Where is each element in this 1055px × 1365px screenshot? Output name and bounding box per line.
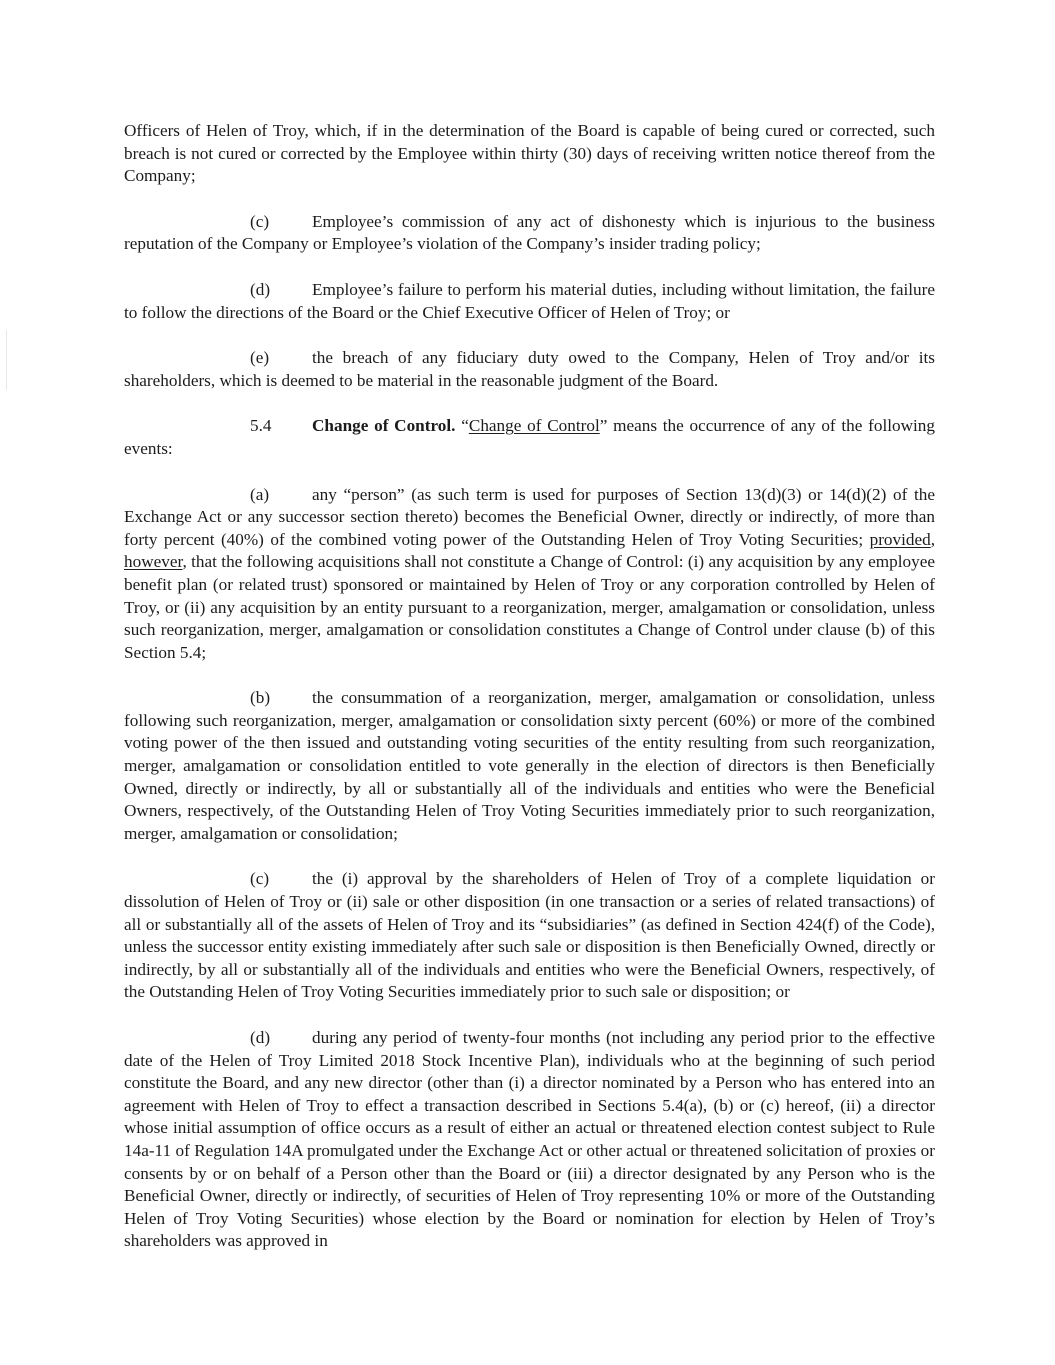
clause-label: (d) — [250, 1028, 271, 1047]
section-text: means the occurrence of any of the following events: — [124, 416, 935, 458]
clause-text: the breach of any fiduciary duty owed to the Company, Helen of Troy and/or its shareholders, which is deemed to be material in the reasonable judgment of the Board. — [124, 348, 935, 390]
change-of-control-clause-a — [124, 484, 935, 665]
change-of-control-clause-b — [124, 687, 935, 845]
clause-text: Employee’s commission of any act of dishonesty which is injurious to the business reputation of the Company or Employee’s violation of the Company’s insider trading policy; — [124, 211, 935, 254]
paragraph-intro-text: Officers of Helen of Troy, which, if in the determination of the Board is capable of being cured or corrected, such breach is not cured or corrected by the Employee within thirty (30) days of receiving written notice thereof from the Company; — [124, 121, 935, 186]
clause-label: (d) — [250, 279, 271, 299]
scan-edge-mark — [6, 330, 7, 390]
clause-c-termination — [124, 211, 935, 256]
quote-open: “ — [461, 416, 469, 436]
quote-close: ” — [599, 416, 608, 436]
clause-label: (c) — [250, 869, 270, 889]
provided-term: provided — [869, 529, 931, 549]
clause-text: Employee’s failure to perform his material duties, including without limitation, the failure to follow the directions of the Board or the Chief Executive Officer of Helen of Troy; or — [124, 279, 935, 322]
however-term: however — [124, 552, 183, 572]
clause-label: (c) — [250, 211, 270, 231]
clause-label: (e) — [250, 348, 270, 368]
clause-e-termination — [124, 347, 935, 392]
clause-d-termination — [124, 279, 935, 324]
clause-text: the consummation of a reorganization, merger, amalgamation or consolidation, unless following such reorganization, merger, amalgamation or consolidation sixty percent (60%) or more of the combined voting power of the then issued and outstanding voting securities of the entity resulting from such reorganization, merger, amalgamation or consolidation entitled to vote generally in the election of directors is then Beneficially Owned, directly or indirectly, by all or substantially all of the individuals and entities who were the Beneficial Owners, respectively, of the Outstanding Helen of Troy Voting Securities immediately prior to such reorganization, merger, amalgamation or consolidation; — [124, 688, 935, 843]
section-heading: Change of Control. — [312, 416, 456, 436]
clause-text-part-2: , that the following acquisitions shall not constitute a Change of Control: (i) any acquisition by any employee benefit plan (or related trust) sponsored or maintained by Helen of Troy or any corporation controlled by Helen of Troy, or (ii) any acquisition by an entity pursuant to a reorganization, merger, amalgamation or consolidation, unless such reorganization, merger, amalgamation or consolidation constitutes a Change of Control under clause (b) of this Section 5.4; — [124, 552, 935, 662]
change-of-control-clause-c — [124, 868, 935, 1004]
comma: , — [930, 529, 935, 549]
section-5-4 — [124, 415, 935, 460]
clause-text: the (i) approval by the shareholders of Helen of Troy of a complete liquidation or dissolution of Helen of Troy or (ii) sale or other disposition (in one transaction or a series of related transactions) of all or substantially all of the assets of Helen of Troy and its “subsidiaries” (as defined in Section 424(f) of the Code), unless the successor entity existing immediately after such sale or disposition is then Beneficially Owned, directly or indirectly, by all or substantially all of the individuals and entities who were the Beneficial Owners, respectively, of the Outstanding Helen of Troy Voting Securities immediately prior to such sale or disposition; or — [124, 869, 935, 1002]
section-number: 5.4 — [250, 416, 272, 436]
defined-term: Change of Control — [468, 416, 600, 436]
clause-text: during any period of twenty-four months (not including any period prior to the effective date of the Helen of Troy Limited 2018 Stock Incentive Plan), individuals who at the beginning of such period constitute the Board, and any new director (other than (i) a director nominated by a Person who has entered into an agreement with Helen of Troy to effect a transaction described in Sections 5.4(a), (b) or (c) hereof, (ii) a director whose initial assumption of office occurs as a result of either an actual or threatened election contest subject to Rule 14a-11 of Regulation 14A promulgated under the Exchange Act or other actual or threatened solicitation of proxies or consents by or on behalf of a Person other than the Board or (iii) a director designated by any Person who is the Beneficial Owner, directly or indirectly, of securities of Helen of Troy representing 10% or more of the Outstanding Helen of Troy Voting Securities) whose election by the Board or nomination for election by Helen of Troy’s shareholders was approved in — [124, 1028, 935, 1251]
clause-text-part-1: any “person” (as such term is used for purposes of Section 13(d)(3) or 14(d)(2) of the Exchange Act or any successor section thereto) becomes the Beneficial Owner, directly or indirectly, of more than forty percent (40%) of the combined voting power of the Outstanding Helen of Troy Voting Securities; — [124, 484, 935, 549]
clause-label: (a) — [250, 484, 270, 504]
clause-label: (b) — [250, 688, 271, 708]
paragraph-intro — [124, 120, 935, 188]
change-of-control-clause-d — [124, 1027, 935, 1253]
